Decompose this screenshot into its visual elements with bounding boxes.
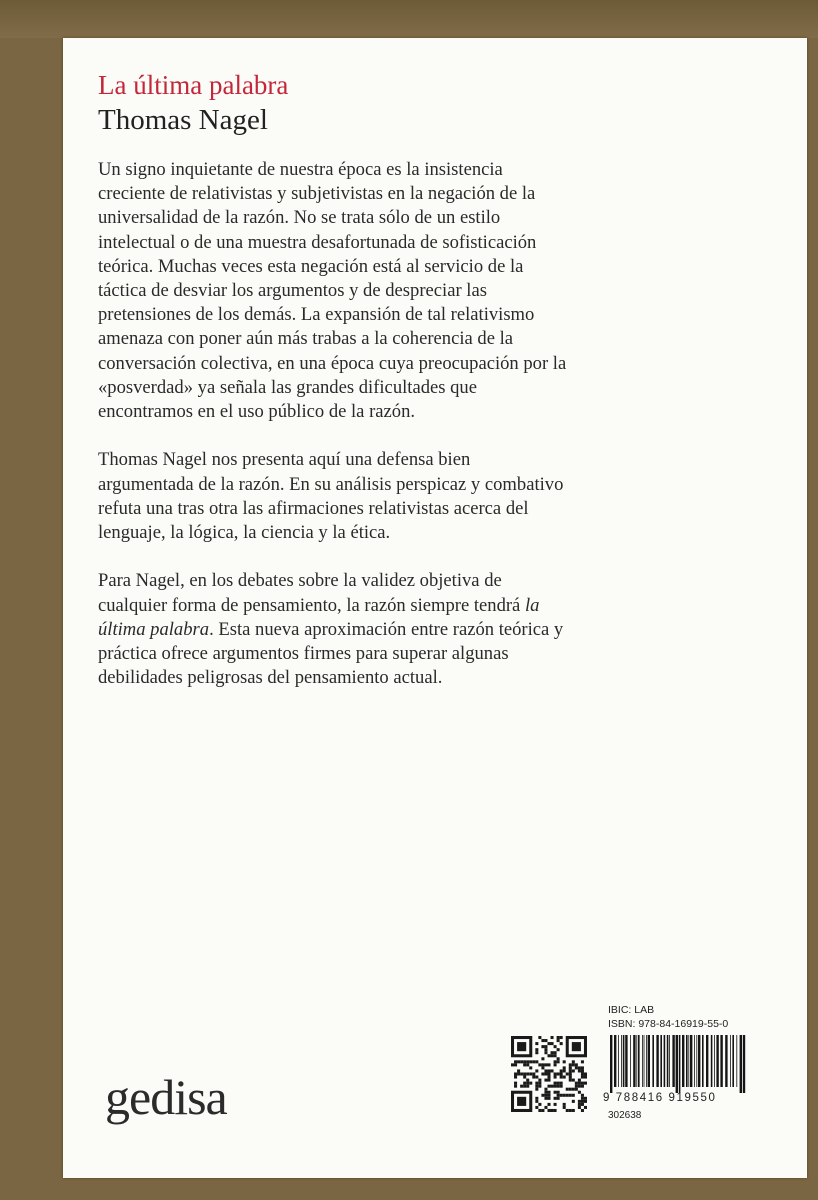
ibic-code: IBIC: LAB <box>608 1004 655 1016</box>
blurb-text <box>98 158 570 715</box>
blurb-paragraph-3 <box>98 569 570 690</box>
back-cover-page <box>63 38 807 1178</box>
isbn-number: ISBN: 978-84-16919-55-0 <box>608 1018 729 1030</box>
blurb-paragraph-3-start: Para Nagel, en los debates sobre la validez objetiva de cualquier forma de pensamiento, la razón siempre tendrá <box>98 570 525 616</box>
book-author: Thomas Nagel <box>98 104 268 136</box>
cover-frame-top <box>0 0 818 38</box>
publisher-logo: gedisa <box>105 1069 227 1125</box>
barcode-digits: 9 788416 919550 <box>603 1092 717 1104</box>
blurb-paragraph-3-italic: la última palabra <box>98 594 540 640</box>
blurb-paragraph-3-end: . Esta nueva aproximación entre razón teórica y práctica ofrece argumentos firmes para superar algunas debilidades peligrosas del pensamiento actual. <box>98 618 564 689</box>
blurb-paragraph-2: Thomas Nagel nos presenta aquí una defensa bien argumentada de la razón. En su análisis perspicaz y combativo refuta una tras otra las afirmaciones relativistas acerca del lenguaje, la lógica, la ciencia y la ética. <box>98 449 564 544</box>
internal-code: 302638 <box>608 1110 642 1121</box>
book-title: La última palabra <box>98 70 289 100</box>
qr-code-icon <box>511 1036 587 1112</box>
blurb-paragraph-1: Un signo inquietante de nuestra época es la insistencia creciente de relativistas y subjetivistas en la negación de la universalidad de la razón. No se trata sólo de un estilo intelectual o de una muestra desafortunada de sofisticación teórica. Muchas veces esta negación está al servicio de la táctica de desviar los argumentos y de despreciar las pretensiones de los demás. La expansión de tal relativismo amenaza con poner aún más trabas a la coherencia de la conversación colectiva, en una época cuya preocupación por la «posverdad» ya señala las grandes dificultades que encontramos en el uso público de la razón. <box>98 159 567 423</box>
catalog-info <box>608 1003 728 1031</box>
barcode-icon <box>608 1035 746 1093</box>
